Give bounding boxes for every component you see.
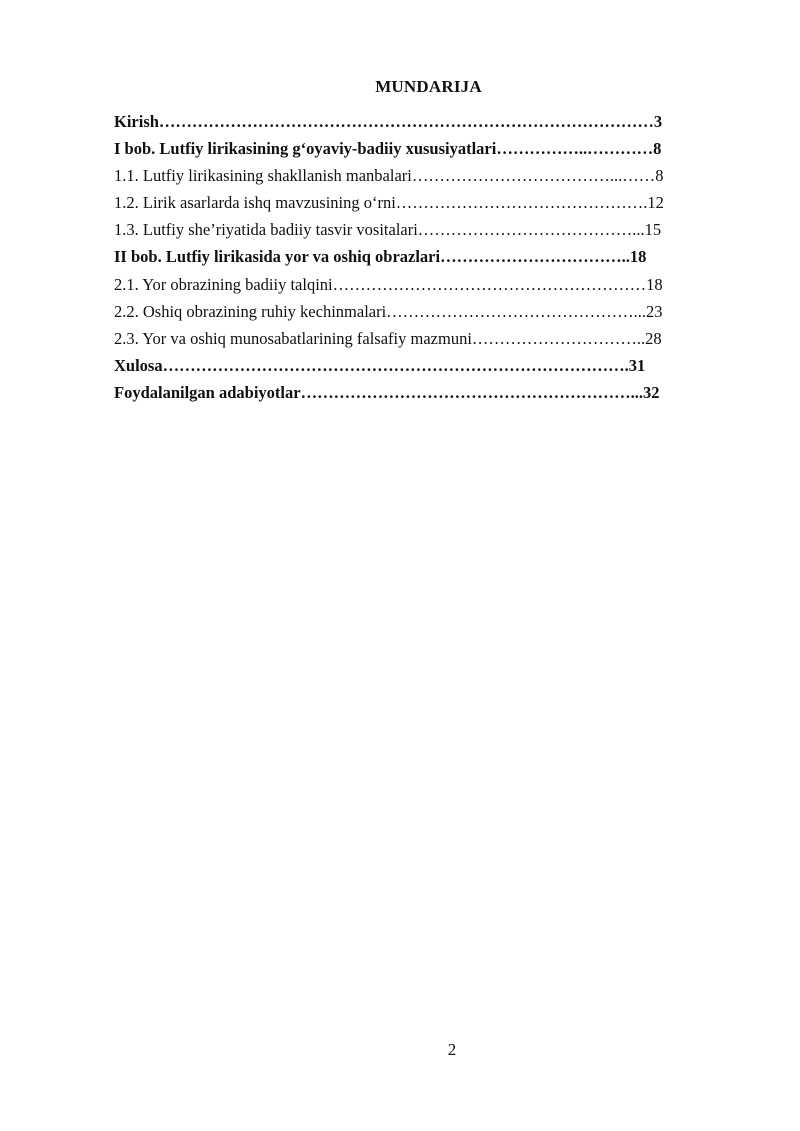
toc-entry-text: Xulosa………………………………………………………………………….31 [114,355,646,375]
toc-entry-chapter-2 [114,243,754,270]
toc-entry-text: 1.2. Lirik asarlarda ishq mavzusining o‘rni……………………………………….12 [114,193,664,213]
page-number: 2 [447,1040,457,1059]
toc-entry-section-2-1 [114,271,754,298]
toc-entry-text: 2.3. Yor va oshiq munosabatlarining falsafiy mazmuni…………………………..28 [114,328,662,348]
toc-entry-text: 1.3. Lutfiy she’riyatida badiiy tasvir vositalari…………………………………...15 [114,220,662,240]
toc-entry-text: Foydalanilgan adabiyotlar……………………………………………………...32 [114,382,660,402]
toc-entry-text: I bob. Lutfiy lirikasining g‘oyaviy-badiiy xususiyatlari……………..…………8 [114,139,662,159]
toc-title: MUNDARIJA [375,77,482,96]
toc-entry-section-2-3 [114,325,754,352]
toc-entry-references [114,379,754,406]
toc-entry-xulosa [114,352,754,379]
toc-entry-text: Kirish………………………………………………………………………………3 [114,112,663,131]
table-of-contents [114,108,754,406]
toc-entry-section-1-1 [114,162,754,189]
toc-entry-text: 1.1. Lutfiy lirikasining shakllanish manbalari………………………………...……8 [114,166,664,186]
toc-entry-section-1-2 [114,189,754,216]
toc-entry-text: II bob. Lutfiy lirikasida yor va oshiq obrazlari……………………………..18 [114,247,647,267]
toc-entry-text: 2.2. Oshiq obrazining ruhiy kechinmalari………………………………………...23 [114,301,663,321]
toc-entry-section-1-3 [114,216,754,243]
toc-entry-text: 2.1. Yor obrazining badiiy talqini…………………………………………………18 [114,274,663,294]
toc-entry-chapter-1 [114,135,754,162]
toc-entry-section-2-2 [114,298,754,325]
toc-entry-kirish [114,108,754,135]
